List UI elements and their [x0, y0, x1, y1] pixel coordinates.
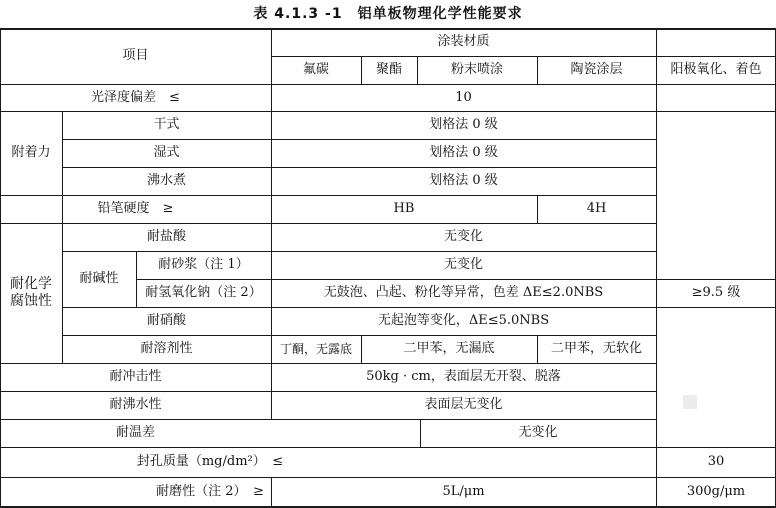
rule	[62, 111, 63, 363]
header-coating-material: 涂装材质	[437, 34, 490, 50]
rule	[537, 195, 538, 223]
table-caption: 表 4.1.3 -1 铝单板物理化学性能要求	[253, 6, 523, 22]
rule	[656, 447, 776, 448]
header-polyester: 聚酯	[375, 62, 402, 78]
seal-label: 封孔质量（mg/dm²） ≤	[136, 454, 284, 470]
header-fluorocarbon: 氟碳	[302, 62, 329, 78]
acid-value: 无变化	[443, 229, 483, 245]
solvent-label: 耐溶剂性	[140, 341, 193, 357]
gray-marker	[683, 395, 697, 409]
abrasion-label: 耐磨性（注 2） ≥	[156, 484, 264, 500]
rule	[0, 84, 776, 85]
impact-value: 50kg · cm，表面层无开裂、脱落	[366, 369, 561, 385]
pencil-4h-value: 4H	[586, 201, 607, 217]
header-anodize: 阳极氧化、着色	[670, 62, 762, 78]
temp-label: 耐温差	[115, 425, 155, 441]
rule	[0, 391, 656, 392]
gloss-label: 光泽度偏差 ≤	[91, 89, 180, 105]
rule	[417, 56, 418, 84]
seal-value: 30	[707, 454, 725, 470]
nitric-value: 无起泡等变化，ΔE≤5.0NBS	[377, 313, 550, 329]
pencil-label: 铅笔硬度 ≥	[97, 201, 174, 217]
rule	[136, 279, 776, 280]
pencil-hb-value: HB	[393, 201, 415, 217]
rule	[62, 167, 656, 168]
naoh-label: 耐氢氧化钠（注 2）	[145, 285, 262, 301]
rule	[0, 419, 656, 420]
acid-label: 耐盐酸	[146, 229, 186, 245]
rule	[0, 223, 656, 224]
rule	[271, 477, 272, 507]
temp-value: 无变化	[518, 425, 558, 441]
rule	[361, 335, 362, 363]
rule	[537, 335, 538, 363]
adhesion-dry-value: 划格法 0 级	[429, 117, 498, 133]
impact-label: 耐冲击性	[109, 369, 162, 385]
rule	[271, 56, 776, 57]
rule-left	[0, 28, 1, 508]
rule	[0, 447, 656, 448]
naoh-anodize-value: ≥9.5 级	[691, 285, 741, 301]
rule	[0, 477, 776, 478]
rule	[62, 335, 656, 336]
rule	[271, 28, 272, 419]
rule	[0, 111, 656, 112]
adhesion-boil-value: 划格法 0 级	[429, 173, 498, 189]
header-ceramic: 陶瓷涂层	[570, 62, 623, 78]
rule	[537, 56, 538, 84]
abrasion-anodize-value: 300g/μm	[686, 484, 746, 500]
rule	[0, 195, 656, 196]
alkali-group-label: 耐碱性	[79, 271, 119, 287]
adhesion-group-label: 附着力	[11, 145, 51, 161]
solvent-ceramic-value: 二甲苯，无软化	[550, 341, 642, 357]
naoh-value: 无鼓泡、凸起、粉化等异常，色差 ΔE≤2.0NBS	[323, 285, 604, 301]
nitric-label: 耐硝酸	[146, 313, 186, 329]
rule	[0, 363, 656, 364]
rule	[62, 307, 776, 308]
solvent-fluoro-value: 丁酮，无露底	[279, 341, 352, 356]
adhesion-boil-label: 沸水煮	[146, 173, 186, 189]
boilwater-value: 表面层无变化	[424, 397, 503, 413]
boilwater-label: 耐沸水性	[109, 397, 162, 413]
solvent-powder-value: 二甲苯，无漏底	[403, 341, 495, 357]
header-item: 项目	[122, 48, 149, 64]
adhesion-wet-value: 划格法 0 级	[429, 145, 498, 161]
rule	[62, 251, 656, 252]
gloss-value: 10	[455, 89, 472, 105]
rule	[656, 28, 657, 508]
rule	[361, 56, 362, 84]
performance-table	[0, 28, 776, 508]
rule	[62, 139, 656, 140]
abrasion-value: 5L/μm	[442, 484, 485, 500]
adhesion-dry-label: 干式	[153, 117, 180, 133]
adhesion-wet-label: 湿式	[153, 145, 180, 161]
rule	[420, 419, 421, 447]
rule	[656, 111, 776, 112]
rule-top	[0, 28, 776, 30]
mortar-label: 耐砂浆（注 1）	[158, 257, 249, 273]
rule	[136, 251, 137, 307]
header-powder: 粉末喷涂	[450, 62, 503, 78]
mortar-value: 无变化	[443, 257, 483, 273]
corrosion-group-label: 耐化学 腐蚀性	[10, 276, 52, 309]
